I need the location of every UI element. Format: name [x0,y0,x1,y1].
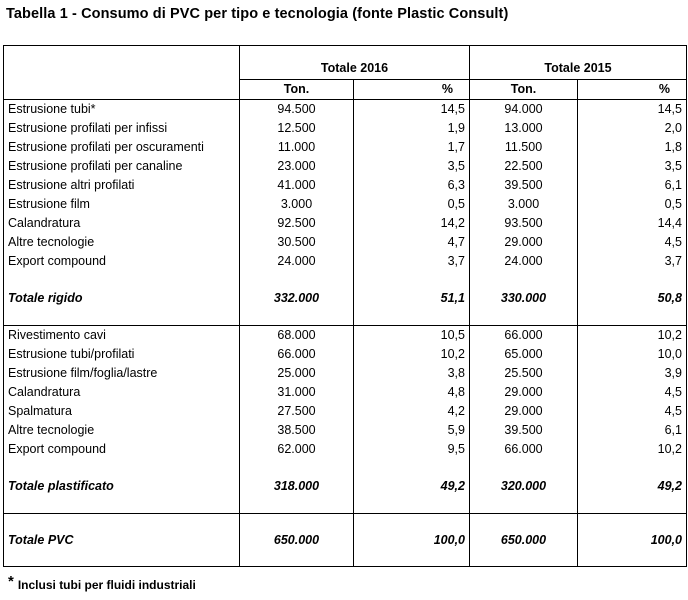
pct-2015-cell: 3,9 [578,364,687,383]
pct-2016-cell: 3,8 [354,364,470,383]
ton-2016-cell: 66.000 [240,345,354,364]
table-row [4,421,687,440]
pct-2016-cell: 3,5 [354,157,470,176]
header-total-2016: Totale 2016 [240,58,470,80]
pct-2016-cell: 9,5 [354,440,470,459]
table-row [4,364,687,383]
pct-2015-cell: 0,5 [578,195,687,214]
ton-2015-cell: 11.500 [470,138,578,157]
table-row [4,383,687,402]
row-label: Estrusione tubi* [4,100,240,120]
pct-2016-cell: 14,5 [354,100,470,120]
row-label: Estrusione profilati per oscuramenti [4,138,240,157]
table-row [4,100,687,120]
ton-2016-cell: 41.000 [240,176,354,195]
total-pvc-row [4,514,687,567]
table-row [4,214,687,233]
pct-2016-cell: 3,7 [354,252,470,271]
pct-2015-cell: 2,0 [578,119,687,138]
pct-2016-cell: 100,0 [354,514,470,567]
header-pct-2016: % [354,80,470,100]
row-label: Spalmatura [4,402,240,421]
row-label: Altre tecnologie [4,421,240,440]
pct-2016-cell: 0,5 [354,195,470,214]
pct-2015-cell: 6,1 [578,421,687,440]
header-spacer-row [4,46,687,59]
pct-2016-cell: 10,2 [354,345,470,364]
table-title: Tabella 1 - Consumo di PVC per tipo e tecnologia (fonte Plastic Consult) [6,6,509,22]
ton-2015-cell: 39.500 [470,421,578,440]
table-row [4,176,687,195]
row-label: Totale rigido [4,271,240,326]
ton-2015-cell: 93.500 [470,214,578,233]
table-row [4,138,687,157]
table-row [4,402,687,421]
row-label: Export compound [4,440,240,459]
ton-2015-cell: 3.000 [470,195,578,214]
ton-2016-cell: 12.500 [240,119,354,138]
ton-2016-cell: 30.500 [240,233,354,252]
pct-2015-cell: 10,2 [578,326,687,346]
pct-2016-cell: 10,5 [354,326,470,346]
header-sub-row [4,80,687,100]
pct-2015-cell: 3,7 [578,252,687,271]
table-row [4,233,687,252]
ton-2016-cell: 318.000 [240,459,354,514]
pct-2015-cell: 49,2 [578,459,687,514]
ton-2016-cell: 31.000 [240,383,354,402]
row-label: Calandratura [4,383,240,402]
header-ton-2016: Ton. [240,80,354,100]
header-total-2015: Totale 2015 [470,58,687,80]
row-label: Estrusione tubi/profilati [4,345,240,364]
pct-2015-cell: 1,8 [578,138,687,157]
row-label: Export compound [4,252,240,271]
pct-2016-cell: 6,3 [354,176,470,195]
header-group-row [4,58,687,80]
ton-2015-cell: 320.000 [470,459,578,514]
ton-2015-cell: 39.500 [470,176,578,195]
footnote [8,573,196,593]
total-plasticized-row [4,459,687,514]
ton-2016-cell: 94.500 [240,100,354,120]
ton-2015-cell: 650.000 [470,514,578,567]
ton-2015-cell: 29.000 [470,383,578,402]
row-label: Rivestimento cavi [4,326,240,346]
total-rigid-row [4,271,687,326]
pct-2015-cell: 3,5 [578,157,687,176]
pct-2015-cell: 50,8 [578,271,687,326]
ton-2015-cell: 13.000 [470,119,578,138]
ton-2015-cell: 94.000 [470,100,578,120]
footnote-text: Inclusi tubi per fluidi industriali [17,578,196,592]
ton-2016-cell: 38.500 [240,421,354,440]
table-row [4,345,687,364]
ton-2015-cell: 22.500 [470,157,578,176]
ton-2016-cell: 332.000 [240,271,354,326]
ton-2016-cell: 25.000 [240,364,354,383]
ton-2015-cell: 25.500 [470,364,578,383]
table-row [4,326,687,346]
pct-2015-cell: 14,4 [578,214,687,233]
ton-2016-cell: 3.000 [240,195,354,214]
pct-2015-cell: 4,5 [578,402,687,421]
table-row [4,119,687,138]
pct-2016-cell: 1,9 [354,119,470,138]
table-row [4,157,687,176]
pct-2016-cell: 1,7 [354,138,470,157]
ton-2015-cell: 66.000 [470,326,578,346]
row-label: Estrusione film [4,195,240,214]
ton-2015-cell: 65.000 [470,345,578,364]
row-label: Estrusione profilati per infissi [4,119,240,138]
row-label: Estrusione profilati per canaline [4,157,240,176]
pct-2016-cell: 4,2 [354,402,470,421]
ton-2016-cell: 27.500 [240,402,354,421]
row-label: Altre tecnologie [4,233,240,252]
row-label: Calandratura [4,214,240,233]
row-label: Totale PVC [4,514,240,567]
pct-2015-cell: 4,5 [578,233,687,252]
ton-2015-cell: 29.000 [470,233,578,252]
footnote-star: * [8,573,14,590]
row-label: Totale plastificato [4,459,240,514]
row-label: Estrusione film/foglia/lastre [4,364,240,383]
pct-2015-cell: 4,5 [578,383,687,402]
header-ton-2015: Ton. [470,80,578,100]
ton-2016-cell: 24.000 [240,252,354,271]
ton-2015-cell: 24.000 [470,252,578,271]
header-pct-2015: % [578,80,687,100]
ton-2016-cell: 650.000 [240,514,354,567]
ton-2015-cell: 29.000 [470,402,578,421]
table-row [4,195,687,214]
pct-2015-cell: 6,1 [578,176,687,195]
ton-2016-cell: 62.000 [240,440,354,459]
pct-2016-cell: 4,7 [354,233,470,252]
table-row [4,252,687,271]
ton-2015-cell: 330.000 [470,271,578,326]
ton-2016-cell: 92.500 [240,214,354,233]
ton-2016-cell: 23.000 [240,157,354,176]
ton-2016-cell: 11.000 [240,138,354,157]
pct-2015-cell: 10,2 [578,440,687,459]
pct-2016-cell: 51,1 [354,271,470,326]
pct-2016-cell: 14,2 [354,214,470,233]
ton-2016-cell: 68.000 [240,326,354,346]
pct-2016-cell: 49,2 [354,459,470,514]
row-label: Estrusione altri profilati [4,176,240,195]
ton-2015-cell: 66.000 [470,440,578,459]
pct-2015-cell: 14,5 [578,100,687,120]
pct-2016-cell: 5,9 [354,421,470,440]
pct-2015-cell: 10,0 [578,345,687,364]
pvc-consumption-table [3,45,687,567]
table-row [4,440,687,459]
pct-2015-cell: 100,0 [578,514,687,567]
pct-2016-cell: 4,8 [354,383,470,402]
